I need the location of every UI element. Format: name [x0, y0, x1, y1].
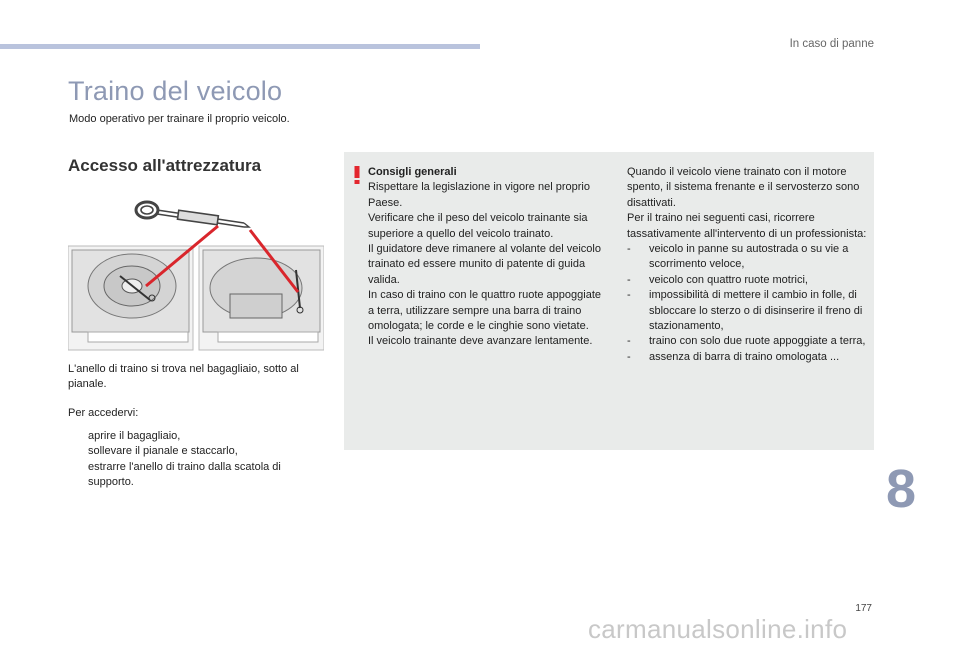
- access-steps: [68, 429, 318, 491]
- section-label: In caso di panne: [789, 38, 874, 50]
- watermark: carmanualsonline.info: [588, 614, 848, 644]
- location-text: L'anello di traino si trova nel bagagliaio, sotto al pianale.: [68, 363, 299, 391]
- advice-paragraph: Verificare che il peso del veicolo trainante sia superiore a quello del veicolo trainato.: [368, 212, 588, 240]
- list-item: - assenza di barra di traino omologata ...: [627, 350, 840, 363]
- list-item: - veicolo in panne su autostrada o su vie a scorrimento veloce,: [627, 243, 849, 271]
- chapter-number: 8: [886, 459, 917, 519]
- advice-paragraph: Rispettare la legislazione in vigore nel proprio Paese.: [368, 181, 590, 209]
- advice-paragraph: Il veicolo trainante deve avanzare lentamente.: [368, 335, 593, 348]
- advice-title: Consigli generali: [368, 166, 457, 178]
- list-item: - traino con solo due ruote appoggiate a terra,: [627, 335, 866, 348]
- advice-column-right: [627, 165, 871, 365]
- list-item: sollevare il pianale e staccarlo,: [88, 445, 238, 458]
- trunk-view-right: [199, 246, 324, 350]
- trunk-illustration: [68, 190, 324, 352]
- page-subtitle: Modo operativo per trainare il proprio veicolo.: [69, 113, 290, 125]
- list-item: - impossibilità di mettere il cambio in folle, di sbloccare lo sterzo o di disinserire il freno di stazionamento,: [627, 289, 863, 333]
- engine-off-text: Quando il veicolo viene trainato con il motore spento, il sistema frenante e il servosterzo sono disattivati.: [627, 166, 860, 209]
- page-title: Traino del veicolo: [68, 76, 283, 106]
- list-item: estrarre l'anello di traino dalla scatola di supporto.: [88, 460, 281, 489]
- page-number: 177: [855, 603, 872, 614]
- section-heading: Accesso all'attrezzatura: [68, 156, 262, 175]
- list-item: - veicolo con quattro ruote motrici,: [627, 273, 808, 286]
- header-bar: [0, 44, 480, 49]
- access-intro: Per accedervi:: [68, 407, 139, 419]
- advice-column-left: [368, 165, 608, 350]
- list-item: aprire il bagagliaio,: [88, 430, 181, 442]
- tow-ring-image: [136, 202, 249, 227]
- exclamation-icon: [353, 166, 361, 184]
- professional-intro: Per il traino nei seguenti casi, ricorrere tassativamente all'intervento di un professionista:: [627, 212, 867, 240]
- professional-cases: [627, 242, 871, 365]
- advice-paragraph: In caso di traino con le quattro ruote appoggiate a terra, utilizzare sempre una barra di traino omologata; le corde e le cinghie sono vietate.: [368, 289, 601, 333]
- advice-paragraph: Il guidatore deve rimanere al volante del veicolo trainato ed essere munito di patente di guida valida.: [368, 243, 601, 286]
